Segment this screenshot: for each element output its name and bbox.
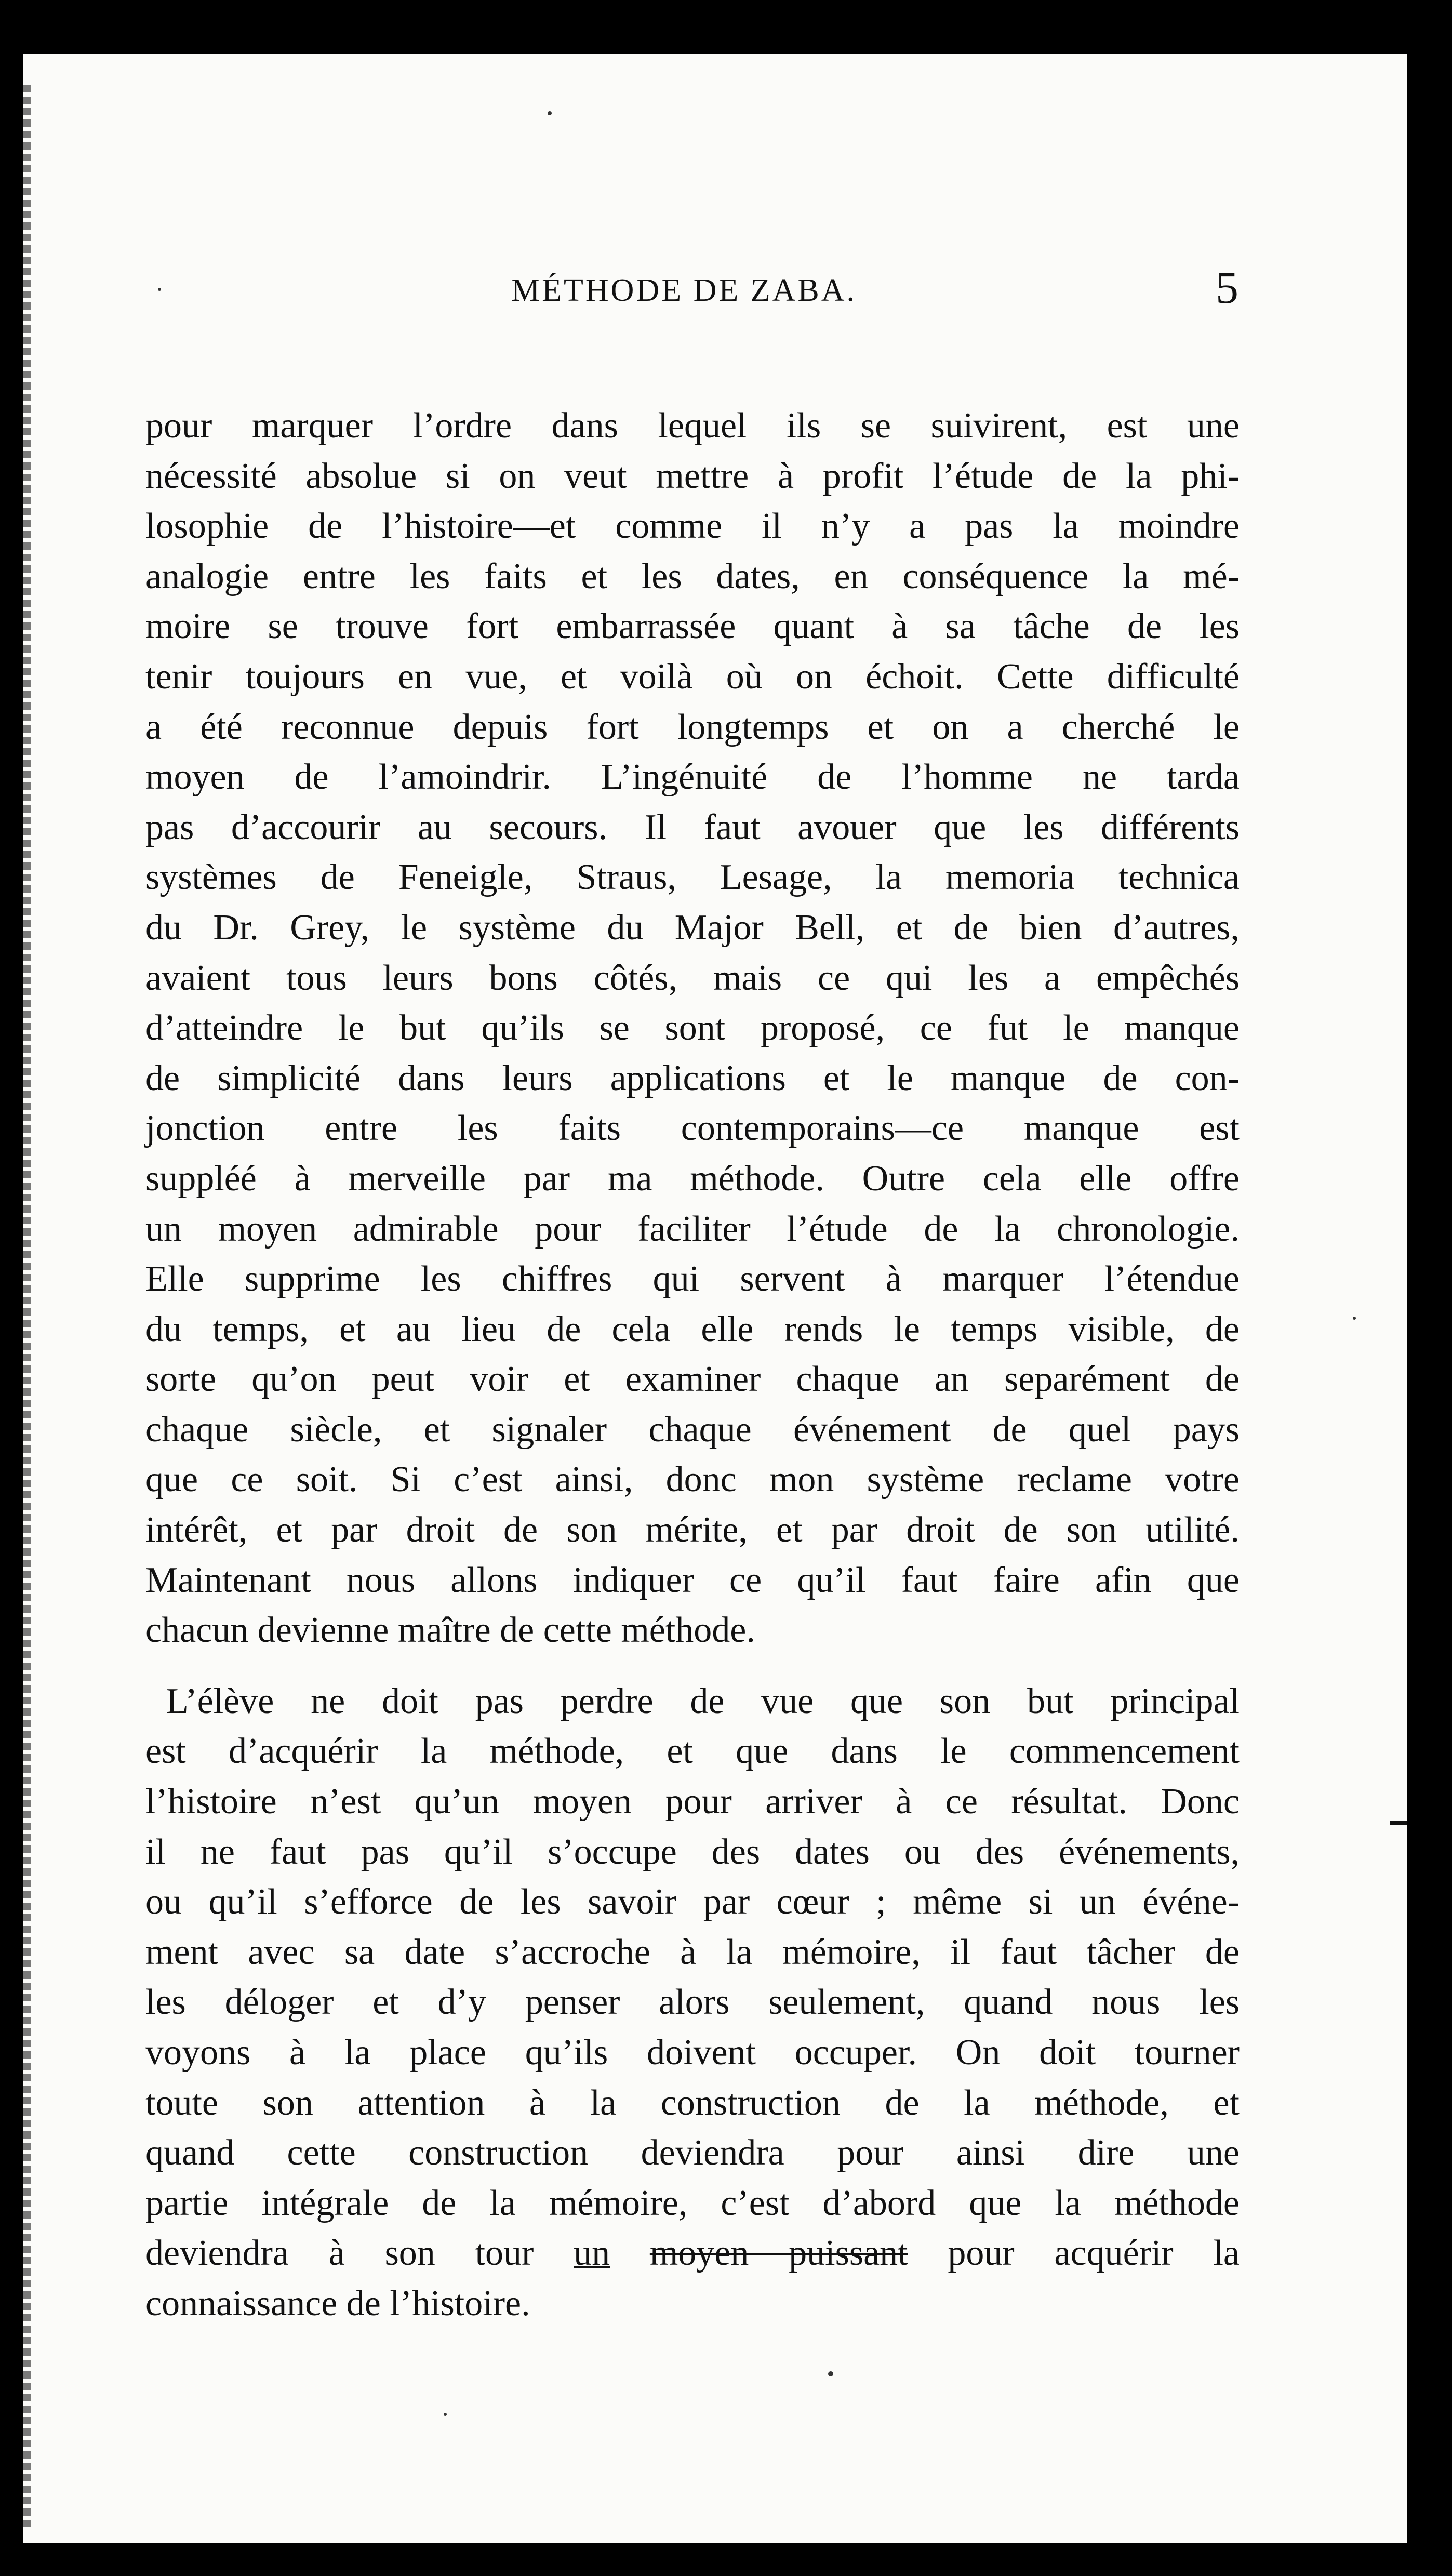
text-line: pas d’accourir au secours. Il faut avouer que les différents	[145, 807, 1240, 847]
text-line: il ne faut pas qu’il s’occupe des dates ou des événements,	[145, 1831, 1240, 1872]
text-line: connaissance de l’histoire.	[145, 2283, 530, 2323]
text-line: l’histoire n’est qu’un moyen pour arriver à ce résultat. Donc	[145, 1782, 1240, 1822]
text-line: du Dr. Grey, le système du Major Bell, et de bien d’autres,	[145, 907, 1240, 948]
body-text	[145, 401, 1240, 2329]
text-line: chaque siècle, et signaler chaque événement de quel pays	[145, 1409, 1240, 1450]
book-page	[23, 54, 1407, 2543]
page-header	[148, 262, 1238, 324]
text-line: ou qu’il s’efforce de les savoir par cœur ; même si un événe-	[145, 1882, 1240, 1922]
text-segment: pour acquérir la	[908, 2233, 1240, 2274]
paragraph-1	[145, 401, 1240, 1656]
text-line: les déloger et d’y penser alors seulement, quand nous les	[145, 1982, 1240, 2023]
paragraph-gap	[145, 1656, 1240, 1677]
ink-speck	[158, 288, 161, 291]
running-head: MÉTHODE DE ZABA.	[511, 273, 857, 308]
paragraph-2	[145, 1677, 1240, 2329]
ink-speck	[1353, 1317, 1356, 1320]
text-line: sorte qu’on peut voir et examiner chaque an separément de	[145, 1359, 1240, 1400]
text-line: pour marquer l’ordre dans lequel ils se suivirent, est une	[145, 406, 1240, 446]
text-line: losophie de l’histoire—et comme il n’y a pas la moindre	[145, 506, 1240, 547]
text-line: que ce soit. Si c’est ainsi, donc mon système reclame votre	[145, 1459, 1240, 1500]
text-line: L’élève ne doit pas perdre de vue que son but principal	[166, 1681, 1240, 1721]
text-line: quand cette construction deviendra pour ainsi dire une	[145, 2133, 1240, 2173]
text-line: de simplicité dans leurs applications et le manque de con-	[145, 1058, 1240, 1098]
text-line: intérêt, et par droit de son mérite, et par droit de son utilité.	[145, 1510, 1240, 1550]
ink-speck	[828, 2371, 833, 2376]
text-line: a été reconnue depuis fort longtemps et on a cherché le	[145, 707, 1240, 747]
binding-edge	[23, 85, 31, 2527]
text-line: Maintenant nous allons indiquer ce qu’il faut faire afin que	[145, 1560, 1240, 1600]
text-line: chacun devienne maître de cette méthode.	[145, 1610, 755, 1651]
page-number: 5	[1216, 263, 1238, 313]
text-line: d’atteindre le but qu’ils se sont proposé, ce fut le manque	[145, 1008, 1240, 1048]
margin-mark	[1390, 1821, 1407, 1825]
text-line: suppléé à merveille par ma méthode. Outre cela elle offre	[145, 1158, 1240, 1199]
text-line: voyons à la place qu’ils doivent occuper. On doit tourner	[145, 2033, 1240, 2073]
text-line: avaient tous leurs bons côtés, mais ce qui les a empêchés	[145, 958, 1240, 998]
text-line: analogie entre les faits et les dates, en conséquence la mé-	[145, 556, 1240, 596]
text-line: tenir toujours en vue, et voilà où on échoit. Cette difficulté	[145, 656, 1240, 697]
text-line: toute son attention à la construction de la méthode, et	[145, 2082, 1240, 2123]
struck-through-words: moyen puissant	[649, 2233, 908, 2274]
text-line: ment avec sa date s’accroche à la mémoire, il faut tâcher de	[145, 1932, 1240, 1972]
text-line: est d’acquérir la méthode, et que dans le commencement	[145, 1731, 1240, 1772]
text-line: partie intégrale de la mémoire, c’est d’abord que la méthode	[145, 2183, 1240, 2223]
text-line: jonction entre les faits contemporains—ce manque est	[145, 1108, 1240, 1149]
text-line: du temps, et au lieu de cela elle rends le temps visible, de	[145, 1309, 1240, 1349]
text-line: Elle supprime les chiffres qui servent à marquer l’étendue	[145, 1259, 1240, 1299]
text-line: nécessité absolue si on veut mettre à profit l’étude de la phi-	[145, 456, 1240, 496]
text-line: un moyen admirable pour faciliter l’étude de la chronologie.	[145, 1209, 1240, 1249]
text-line: moyen de l’amoindrir. L’ingénuité de l’homme ne tarda	[145, 757, 1240, 798]
text-line: systèmes de Feneigle, Straus, Lesage, la memoria technica	[145, 857, 1240, 898]
text-line: moire se trouve fort embarrassée quant à sa tâche de les	[145, 606, 1240, 647]
ink-speck	[548, 111, 552, 115]
underlined-word: un	[574, 2233, 610, 2274]
text-segment	[610, 2233, 650, 2273]
text-segment: deviendra à son tour	[145, 2233, 574, 2274]
text-line-with-correction	[145, 2228, 1240, 2279]
ink-speck	[444, 2413, 447, 2416]
